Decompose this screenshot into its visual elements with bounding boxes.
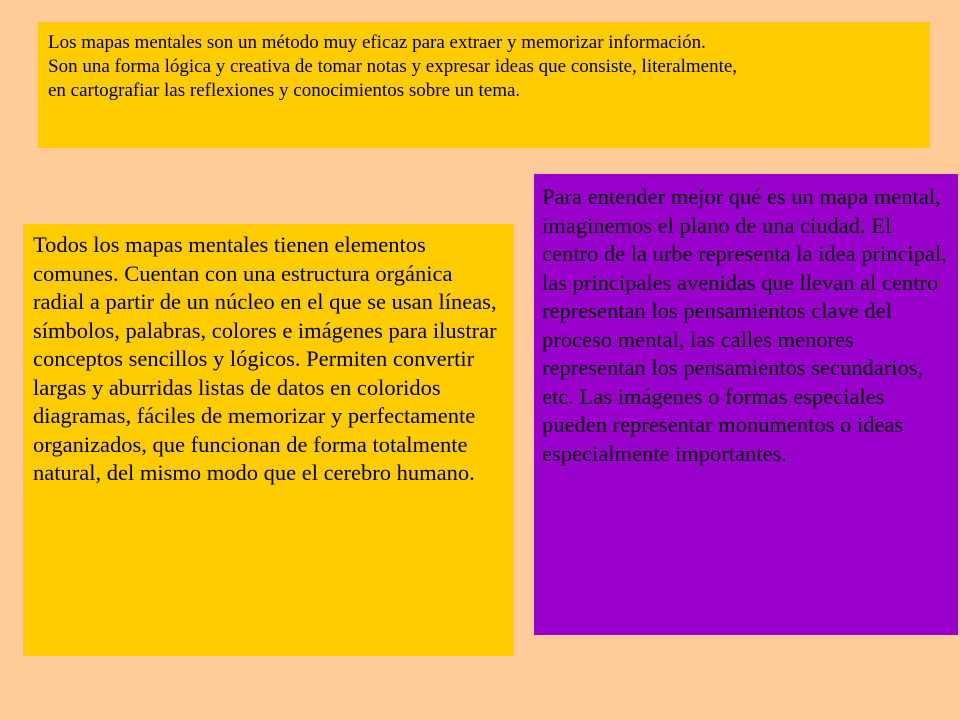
analogy-text-box — [534, 174, 958, 635]
elements-paragraph: Todos los mapas mentales tienen elementos comunes. Cuentan con una estructura orgánica radial a partir de un núcleo en el que se usan líneas, símbolos, palabras, colores e imágenes para ilustrar conceptos sencillos y lógicos. Permiten convertir largas y aburridas listas de datos en coloridos diagramas, fáciles de memorizar y perfectamente organizados, que funcionan de forma totalmente natural, del mismo modo que el cerebro humano. — [33, 232, 497, 485]
intro-line-2: Son una forma lógica y creativa de tomar notas y expresar ideas que consiste, literalmente, — [48, 56, 738, 77]
intro-text-box — [38, 22, 930, 148]
intro-line-1: Los mapas mentales son un método muy eficaz para extraer y memorizar información. — [48, 32, 706, 53]
analogy-paragraph: Para entender mejor qué es un mapa mental, imaginemos el plano de una ciudad. El centro de la urbe representa la idea principal, las principales avenidas que llevan al centro representan los pensamientos clave del proceso mental, las calles menores representan los pensamientos secundarios, etc. Las imágenes o formas especiales pueden representar monumentos o ideas especialmente importantes. — [542, 184, 947, 466]
elements-text-box — [23, 224, 514, 656]
intro-line-3: en cartografiar las reflexiones y conocimientos sobre un tema. — [48, 80, 521, 101]
